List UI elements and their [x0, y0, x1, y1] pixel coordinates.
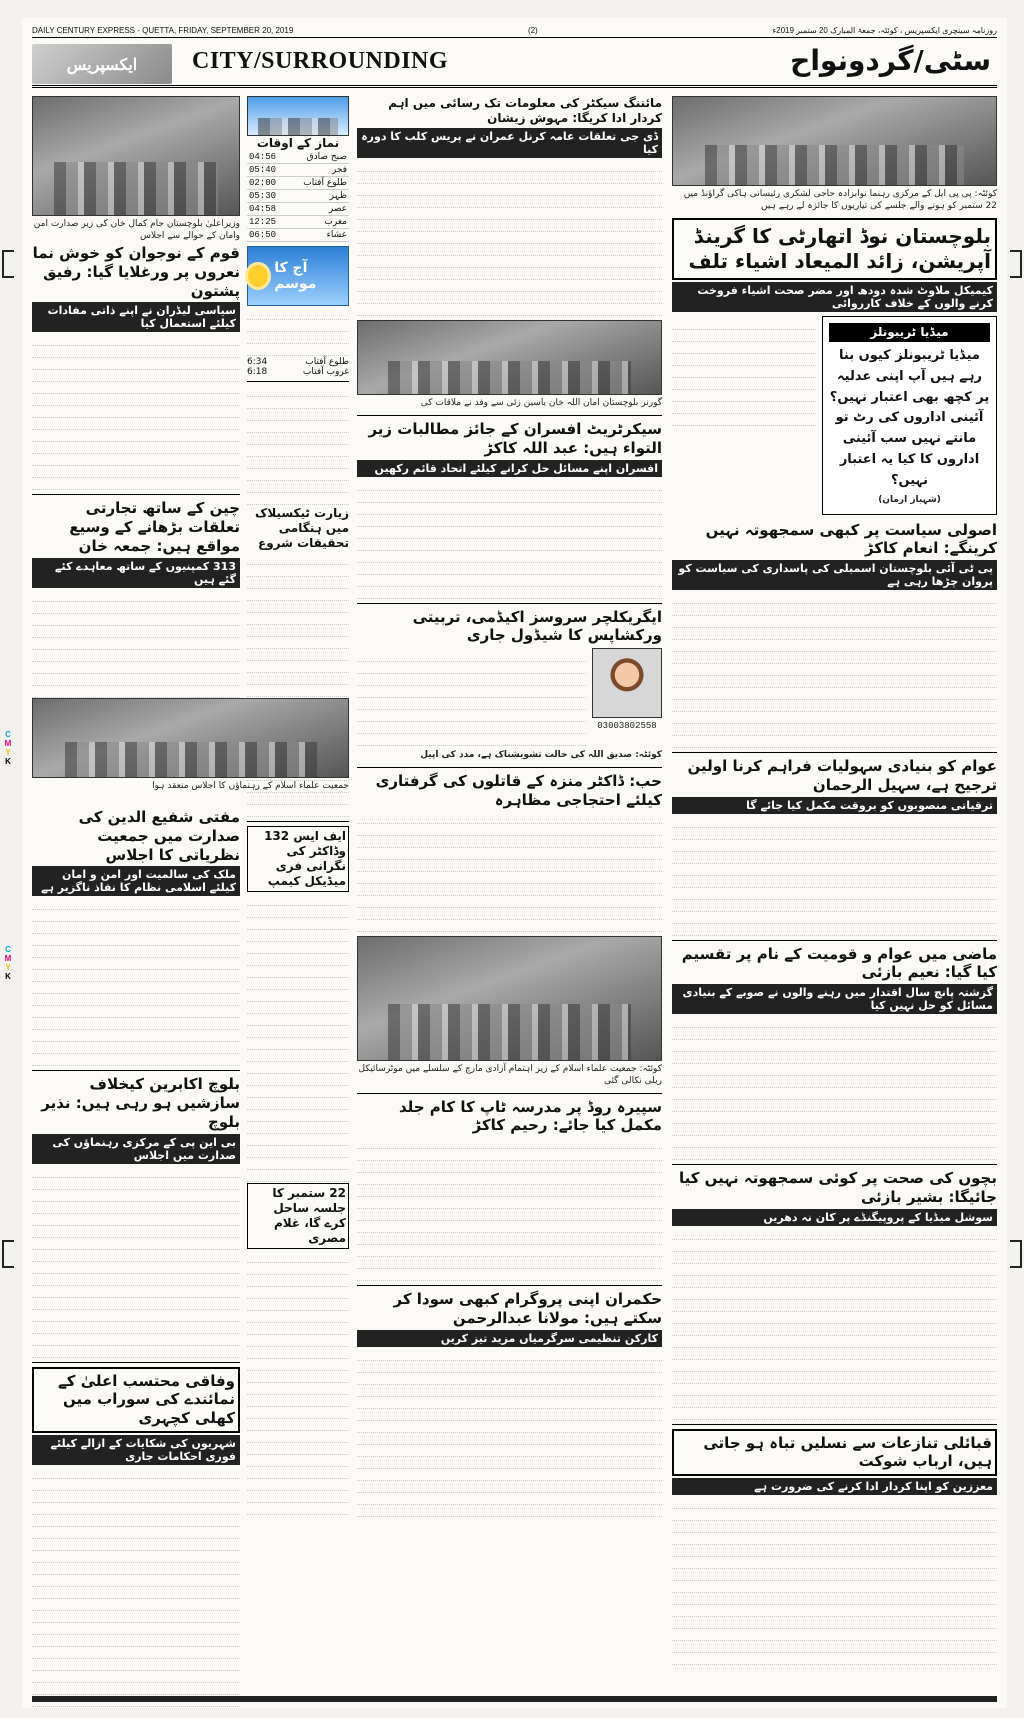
prayer-times-table — [247, 151, 349, 242]
article-body — [357, 480, 662, 599]
subheadline: 313 کمپنیوں کے ساتھ معاہدے کئے گئے ہیں — [32, 558, 240, 588]
headline: حکمران اپنی پروگرام کبھی سودا کر سکتے ہیں: مولانا عبدالرحمن — [393, 1290, 662, 1327]
headline: سپیرہ روڈ پر مدرسہ ٹاپ کا کام جلد مکمل کیا جائے: رحیم کاکڑ — [398, 1097, 662, 1135]
dateline-urdu: روزنامہ سینچری ایکسپریس ، کوئٹہ، جمعۃ المبارک 20 ستمبر 2019ء — [772, 26, 997, 35]
column-mid-left — [247, 96, 349, 1516]
child-portrait — [592, 648, 662, 718]
headline: زیارت ٹیکسیلاک میں ہنگامی تحقیقات شروع — [255, 506, 349, 550]
sunrise-time: 6:34 — [247, 357, 268, 367]
prayer-name: فجر — [287, 164, 349, 177]
photo-rally-leaders — [672, 96, 997, 186]
prayer-time-row — [247, 190, 349, 203]
prayer-time: 04:56 — [247, 151, 287, 164]
newspaper-logo: ایکسپریس — [32, 44, 172, 84]
prayer-time-row — [247, 203, 349, 216]
column-mid-right — [357, 96, 662, 1518]
dateline-english: DAILY CENTURY EXPRESS - QUETTA, FRIDAY, SEPTEMBER 20, 2019 — [32, 26, 294, 35]
headline: ایف ایس 132 وڈاکٹر کی نگرانی فری میڈیکل کیمپ — [247, 826, 349, 892]
appeal-caption: کوئٹہ: صدیق اللہ کی حالت تشویشناک ہے، مدد کی اپیل — [420, 750, 662, 760]
photo-caption: گورنر بلوچستان امان اللہ خان یاسین زئی سے وفد نے ملاقات کی — [420, 398, 662, 408]
headline: بلوچستان نوڈ اتھارٹی کا گرینڈ آپریشن، زائد المیعاد اشیاء تلف — [672, 218, 997, 280]
prayer-name: عشاء — [287, 229, 349, 242]
registration-mark — [1010, 250, 1022, 278]
photo-meeting — [32, 96, 240, 216]
column-left-lower — [32, 808, 240, 1718]
article-body — [357, 1138, 662, 1281]
prayer-time-row — [247, 151, 349, 164]
cmyk-mark: C M Y K — [4, 945, 12, 981]
sunset-label: غروب آفتاب — [302, 367, 349, 377]
section-title-urdu: سٹی/گردونواح — [790, 44, 991, 77]
article-body — [672, 319, 816, 426]
article-body — [247, 895, 349, 1182]
prayer-times-title: نماز کے اوقات — [256, 136, 340, 150]
subheadline: بی این پی کے مرکزی رہنماؤں کی صدارت میں اجلاس — [32, 1134, 240, 1164]
weather-title: آج کا موسم — [274, 260, 317, 292]
photo-caption: جمعیت علماء اسلام کے رہنماؤں کا اجلاس منعقد ہوا — [152, 781, 349, 791]
article-body — [32, 1468, 240, 1718]
footer-rule — [32, 1696, 997, 1702]
article-body — [32, 1167, 240, 1358]
column-left — [32, 96, 240, 747]
headline: مفتی شفیع الدین کی صدارت میں جمعیت نظریاتی کا اجلاس — [78, 808, 240, 864]
page-number: (2) — [527, 26, 538, 35]
prayer-time-row — [247, 177, 349, 190]
weather-box — [247, 246, 349, 306]
subheadline: گزشتہ پانچ سال اقتدار میں رہنے والوں نے صوبے کے بنیادی مسائل کو حل نہیں کیا — [672, 984, 997, 1014]
prayer-time: 04:58 — [247, 203, 287, 216]
photo-caption: کوئٹہ: جمعیت علماء اسلام کے زیر اہتمام آزادی مارچ کے سلسلے میں موٹرسائیکل ریلی نکالی گئی — [358, 1063, 662, 1086]
prayer-time-row — [247, 229, 349, 242]
headline: سیکرٹریٹ افسران کے جائز مطالبات زیر التواء ہیں: عبد اللہ کاکڑ — [368, 420, 662, 457]
photo-jui-meeting — [32, 698, 349, 778]
prayer-time: 06:50 — [247, 229, 287, 242]
article-body — [357, 1350, 662, 1517]
subheadline: سوشل میڈیا کے پروپیگنڈے پر کان نہ دھریں — [672, 1209, 997, 1226]
article-body — [672, 1229, 997, 1420]
prayer-time: 05:40 — [247, 164, 287, 177]
subheadline: معززین کو اپنا کردار ادا کرنے کی ضرورت ہے — [672, 1478, 997, 1495]
headline: اصولی سیاست پر کبھی سمجھوتہ نہیں کرینگے: انعام کاکڑ — [705, 520, 997, 558]
masthead — [32, 40, 997, 88]
prayer-name: عصر — [287, 203, 349, 216]
box-quote: میڈیا ٹریبونلز کیوں بنا رہے ہیں آپ اپنی عدلیہ پر کچھ بھی اعتبار نہیں؟ آئینی اداروں کی رٹ تو مانتے نہیں سب آئینی اداروں کا کیا یہ اعتبار نہیں؟ — [829, 348, 990, 488]
headline: بلوچ اکابرین کیخلاف سازشیں ہو رہی ہیں: نذیر بلوچ — [41, 1075, 240, 1131]
prayer-time: 02:00 — [247, 177, 287, 190]
subheadline: ڈی جی تعلقات عامہ کرنل عمران نے پریس کلب کا دورہ کیا — [357, 128, 662, 158]
headline: مائننگ سیکٹر کی معلومات تک رسائی میں اہم کردار ادا کریگا: مہوش زیشان — [388, 96, 662, 125]
prayer-name: صبح صادق — [287, 151, 349, 164]
headline: 22 ستمبر کا جلسہ ساحل کرے گا، غلام مصری — [247, 1183, 349, 1249]
prayer-name: طلوع آفتاب — [287, 177, 349, 190]
photo-governor-meeting — [357, 320, 662, 395]
photo-caption: کوئٹہ: پی پی ایل کے مرکزی رہنما نوابزادہ حاجی لشکری رئیسانی ہاکی گراؤنڈ میں 22 ستمبر کو ہونے والے جلسے کی تیاریوں کا جائزہ لے رہے ہیں — [683, 189, 997, 211]
article-body — [357, 651, 586, 746]
mosque-graphic — [247, 96, 349, 136]
article-body — [247, 1252, 349, 1515]
headline: حب: ڈاکٹر منزہ کے قاتلوں کی گرفتاری کیلئے احتجاجی مظاہرہ — [375, 772, 662, 809]
sunrise-label: طلوع آفتاب — [305, 357, 349, 367]
subheadline: سیاسی لیڈران نے اپنے ذاتی مفادات کیلئے استعمال کیا — [32, 302, 240, 332]
article-body — [672, 817, 997, 936]
prayer-time-row — [247, 216, 349, 229]
weather-body — [247, 309, 349, 356]
media-tribunal-box — [822, 316, 997, 515]
cmyk-mark: C M Y K — [4, 730, 12, 766]
headline: ماضی میں عوام و قومیت کے نام پر تقسیم کیا گیا: نعیم بازئی — [681, 944, 997, 982]
subheadline: شہریوں کی شکایات کے ازالے کیلئے فوری احکامات جاری — [32, 1435, 240, 1465]
headline: چین کے ساتھ تجارتی تعلقات بڑھانے کے وسیع مواقع ہیں: جمعہ خان — [69, 499, 240, 555]
prayer-time: 05:30 — [247, 190, 287, 203]
headline: وفاقی محتسب اعلیٰ کے نمائندے کی سوراب میں کھلی کچہری — [32, 1367, 240, 1433]
registration-mark — [2, 250, 14, 278]
subheadline: پی ٹی آئی بلوچستان اسمبلی کی پاسداری کی سیاست کو پروان چڑھا رہی ہے — [672, 560, 997, 590]
box-author: (شہباز ارمان) — [878, 494, 941, 505]
subheadline: کارکن تنظیمی سرگرمیاں مزید تیز کریں — [357, 1330, 662, 1347]
article-body — [32, 335, 240, 490]
headline: عوام کو بنیادی سہولیات فراہم کرنا اولین ترجیح ہے، سہیل الرحمان — [687, 757, 997, 794]
prayer-name: ظہر — [287, 190, 349, 203]
headline: قوم کے نوجوان کو خوش نما نعروں پر ورغلایا گیا: رفیق پشتون — [32, 244, 240, 300]
subheadline: ترقیاتی منصوبوں کو بروقت مکمل کیا جائے گا — [672, 797, 997, 814]
column-right — [672, 96, 997, 1666]
registration-mark — [2, 1240, 14, 1268]
photo-caption: وزیراعلیٰ بلوچستان جام کمال خان کی زیر صدارت امن وامان کے حوالے سے اجلاس — [33, 219, 240, 241]
phone-number: 03003802558 — [597, 721, 657, 731]
headline: بچوں کی صحت پر کوئی سمجھوتہ نہیں کیا جائیگا: بشیر بازئی — [678, 1169, 997, 1206]
registration-mark — [1010, 1240, 1022, 1268]
article-body — [357, 813, 662, 932]
subheadline: کیمیکل ملاوٹ شدہ دودھ اور مضر صحت اشیاء فروخت کرنے والوں کے خلاف کارروائی — [672, 282, 997, 312]
newspaper-page — [22, 18, 1007, 1708]
article-body — [357, 161, 662, 316]
prayer-name: مغرب — [287, 216, 349, 229]
wide-photo-block — [32, 698, 349, 794]
article-body — [32, 899, 240, 1066]
sunset-time: 6:18 — [247, 367, 268, 377]
headline: ایگریکلچر سروسز اکیڈمی، تربیتی ورکشاپس کا شیڈول جاری — [412, 607, 662, 645]
prayer-time: 12:25 — [247, 216, 287, 229]
article-body — [672, 593, 997, 748]
headline: قبائلی تنازعات سے نسلیں تباہ ہو جاتی ہیں، ارباب شوکت — [672, 1429, 997, 1477]
box-title: میڈیا ٹریبونلز — [829, 323, 990, 342]
dateline-bar — [32, 24, 997, 38]
article-body — [672, 1498, 997, 1665]
subheadline: ملک کی سالمیت اور امن و امان کیلئے اسلامی نظام کا نفاذ ناگزیر ہے — [32, 866, 240, 896]
photo-motorcycle-rally — [357, 936, 662, 1061]
sun-icon — [248, 265, 268, 287]
article-body — [672, 1017, 997, 1160]
article-body — [247, 386, 349, 505]
subheadline: افسران اپنے مسائل حل کرانے کیلئے اتحاد قائم رکھیں — [357, 460, 662, 477]
prayer-time-row — [247, 164, 349, 177]
section-title-english: CITY/SURROUNDING — [192, 48, 449, 74]
